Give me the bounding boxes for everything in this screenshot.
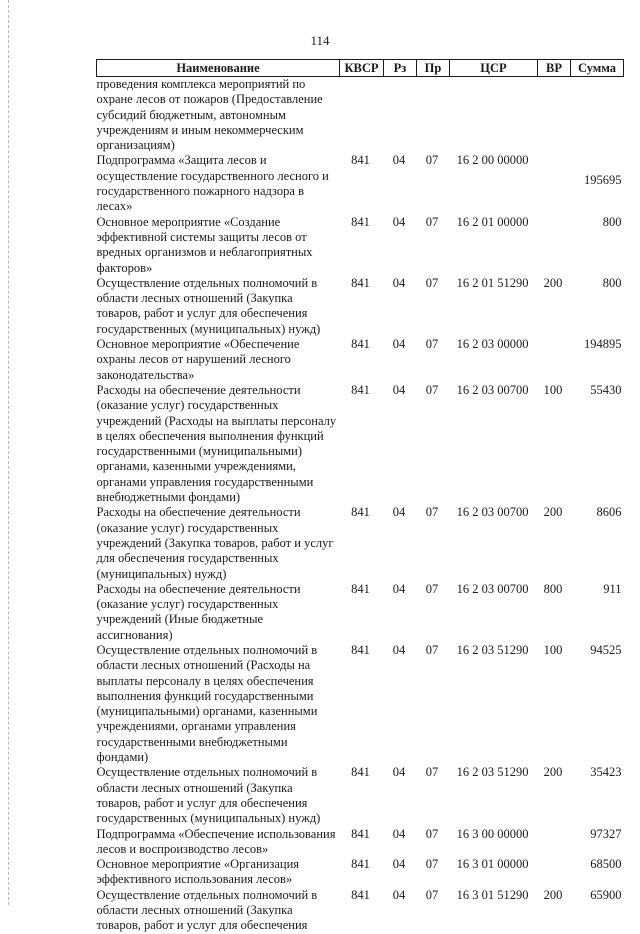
table-row — [97, 765, 624, 826]
row-csr: 16 2 03 51290 — [456, 642, 529, 657]
row-vr: 100 — [543, 382, 563, 397]
row-rz: 04 — [392, 887, 406, 902]
header-vr: ВР — [538, 60, 571, 77]
row-rz: 04 — [392, 642, 406, 657]
row-vr: 200 — [543, 765, 563, 780]
header-pr: Пр — [417, 60, 450, 77]
budget-table — [96, 59, 624, 934]
row-rz — [384, 77, 417, 154]
row-kvsr: 841 — [351, 642, 370, 657]
row-kvsr — [340, 77, 384, 154]
row-csr — [450, 77, 538, 154]
row-pr: 07 — [425, 153, 439, 168]
row-vr — [538, 337, 571, 383]
row-kvsr: 841 — [351, 887, 370, 902]
row-csr: 16 2 03 00700 — [456, 581, 529, 596]
row-vr: 200 — [543, 887, 563, 902]
row-csr: 16 3 00 00000 — [456, 826, 529, 841]
row-rz: 04 — [392, 337, 406, 352]
row-kvsr: 841 — [351, 581, 370, 596]
row-sum: 35423 — [590, 765, 622, 780]
row-rz: 04 — [392, 382, 406, 397]
row-csr: 16 2 01 00000 — [456, 214, 529, 229]
row-sum: 195695 — [584, 173, 622, 188]
row-name: Подпрограмма «Обеспечение использования лесов и воспроизводство лесов» — [96, 826, 336, 856]
row-rz: 04 — [392, 857, 406, 872]
row-vr: 200 — [543, 275, 563, 290]
row-pr: 07 — [425, 337, 439, 352]
row-kvsr: 841 — [351, 765, 370, 780]
row-csr: 16 2 01 51290 — [456, 275, 529, 290]
row-csr: 16 2 00 00000 — [456, 153, 529, 168]
row-vr — [538, 215, 571, 276]
row-pr: 07 — [425, 887, 439, 902]
row-sum: 800 — [602, 275, 622, 290]
row-sum: 8606 — [596, 505, 622, 520]
row-name: Основное мероприятие «Организация эффективного использования лесов» — [96, 857, 300, 887]
row-rz: 04 — [392, 214, 406, 229]
row-sum: 55430 — [590, 382, 622, 397]
row-pr: 07 — [425, 642, 439, 657]
row-kvsr: 841 — [351, 153, 370, 168]
row-csr: 16 2 03 00700 — [456, 382, 529, 397]
row-rz: 04 — [392, 275, 406, 290]
header-csr: ЦСР — [450, 60, 538, 77]
header-sum: Сумма — [571, 60, 624, 77]
row-name: Расходы на обеспечение деятельности (оказание услуг) государственных учреждений (Расходы на выплаты персоналу в целях обеспечения выполнения функций государственными (муниципальными) органами, казенными учреждениями, органами управления государственными внебюджетными фондами) — [96, 382, 337, 505]
header-name: Наименование — [97, 60, 340, 77]
row-vr — [538, 827, 571, 858]
row-name: Осуществление отдельных полномочий в области лесных отношений (Закупка товаров, работ и услуг для обеспечения государственных (муниципальных) нужд) — [96, 765, 321, 826]
row-kvsr: 841 — [351, 275, 370, 290]
row-pr: 07 — [425, 275, 439, 290]
row-csr: 16 2 03 00700 — [456, 505, 529, 520]
row-sum: 911 — [603, 581, 622, 596]
row-csr: 16 3 01 00000 — [456, 857, 529, 872]
row-sum: 65900 — [590, 887, 622, 902]
table-row — [97, 215, 624, 276]
header-kvsr: КВСР — [340, 60, 384, 77]
table-row — [97, 643, 624, 765]
row-name: Расходы на обеспечение деятельности (оказание услуг) государственных учреждений (Иные бюджетные ассигнования) — [96, 581, 301, 642]
row-vr — [538, 77, 571, 154]
row-kvsr: 841 — [351, 826, 370, 841]
row-kvsr: 841 — [351, 857, 370, 872]
page-number: 114 — [310, 33, 330, 48]
row-vr — [538, 153, 571, 214]
row-name: Подпрограмма «Защита лесов и осуществление государственного лесного и государственного пожарного надзора в лесах» — [96, 153, 329, 214]
row-vr: 200 — [543, 505, 563, 520]
table-row — [97, 505, 624, 581]
table-row — [97, 383, 624, 505]
row-name: Основное мероприятие «Создание эффективной системы защиты лесов от вредных организмов и неблагоприятных факторов» — [96, 214, 313, 275]
scan-edge-line — [8, 0, 9, 905]
table-row — [97, 276, 624, 337]
row-sum: 194895 — [584, 337, 622, 352]
row-name: Расходы на обеспечение деятельности (оказание услуг) государственных учреждений (Закупка товаров, работ и услуг для обеспечения государственных (муниципальных) нужд) — [96, 505, 334, 581]
table-header-row — [97, 60, 624, 77]
row-csr: 16 3 01 51290 — [456, 887, 529, 902]
table-row — [97, 582, 624, 643]
row-rz: 04 — [392, 765, 406, 780]
row-kvsr: 841 — [351, 382, 370, 397]
row-sum: 68500 — [590, 857, 622, 872]
row-rz: 04 — [392, 153, 406, 168]
row-pr: 07 — [425, 214, 439, 229]
table-row — [97, 827, 624, 858]
row-sum — [571, 77, 624, 154]
row-rz: 04 — [392, 826, 406, 841]
table-row — [97, 337, 624, 383]
row-vr: 800 — [543, 581, 563, 596]
header-rz: Рз — [384, 60, 417, 77]
row-name: Осуществление отдельных полномочий в области лесных отношений (Расходы на выплаты персоналу в целях обеспечения выполнения функций государственными (муниципальными) органами, казенными учреждениями, органами управления государственными внебюджетными фондами) — [96, 642, 318, 765]
row-csr: 16 2 03 00000 — [456, 337, 529, 352]
row-sum: 97327 — [590, 826, 622, 841]
table-row — [97, 888, 624, 934]
table-row — [97, 153, 624, 214]
row-kvsr: 841 — [351, 337, 370, 352]
row-vr — [538, 857, 571, 888]
row-pr: 07 — [425, 581, 439, 596]
row-sum: 94525 — [590, 642, 622, 657]
table-row — [97, 77, 624, 154]
table-row — [97, 857, 624, 888]
row-pr: 07 — [425, 826, 439, 841]
row-name: проведения комплекса мероприятий по охране лесов от пожаров (Предоставление субсидий бюджетным, автономным учреждениям и иным некоммерческим организациям) — [96, 77, 323, 153]
row-pr: 07 — [425, 857, 439, 872]
row-sum: 800 — [602, 214, 622, 229]
row-pr: 07 — [425, 505, 439, 520]
row-name: Осуществление отдельных полномочий в области лесных отношений (Закупка товаров, работ и услуг для обеспечения государственных (муниципальных) нужд) — [96, 275, 321, 336]
row-name: Основное мероприятие «Обеспечение охраны лесов от нарушений лесного законодательства» — [96, 337, 300, 382]
row-kvsr: 841 — [351, 505, 370, 520]
row-pr: 07 — [425, 382, 439, 397]
row-pr — [417, 77, 450, 154]
row-csr: 16 2 03 51290 — [456, 765, 529, 780]
row-pr: 07 — [425, 765, 439, 780]
row-name: Осуществление отдельных полномочий в области лесных отношений (Закупка товаров, работ и услуг для обеспечения — [96, 887, 318, 933]
row-rz: 04 — [392, 505, 406, 520]
row-vr: 100 — [543, 642, 563, 657]
row-rz: 04 — [392, 581, 406, 596]
row-kvsr: 841 — [351, 214, 370, 229]
